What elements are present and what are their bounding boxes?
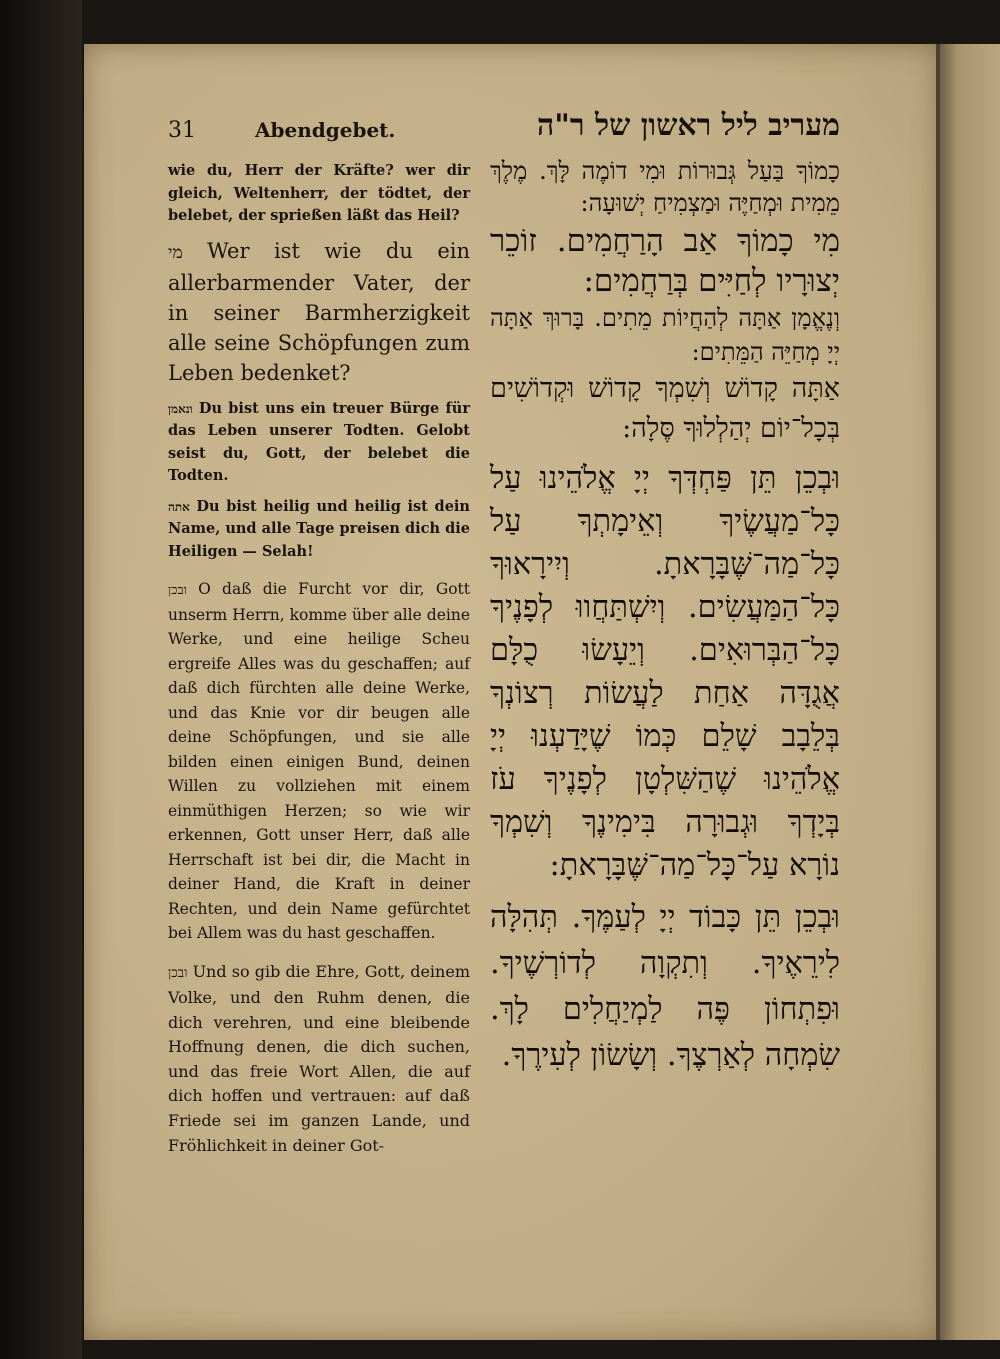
german-paragraph-1: wie du, Herr der Kräfte? wer dir gleich, Weltenherr, der tödtet, der belebet, der sprießen läßt das Heil? (168, 162, 470, 224)
hebrew-marker: ובכן (168, 582, 187, 597)
german-paragraph-2 (168, 236, 470, 388)
facing-page-edge (940, 44, 1000, 1340)
hebrew-paragraph-5: וּבְכֵן תֵּן פַּחְדְּךָ יְיָ אֱלֹהֵינוּ עַל כָּל־מַעֲשֶׂיךָ וְאֵימָתְךָ עַל כָּל־מַה־שֶּׁבָּרָאתָ. וְיִירָאוּךָ כָּל־הַמַּעֲשִׂים. וְיִשְׁתַּחֲווּ לְפָנֶיךָ כָּל־הַבְּרוּאִים. וְיֵעָשׂוּ כֻלָּם אֲגֻדָּה אַחַת לַעֲשׂוֹת רְצוֹנְךָ בְּלֵבָב שָׁלֵם כְּמוֹ שֶׁיָּדַעְנוּ יְיָ אֱלֹהֵינוּ שֶׁהַשִּׁלְטָן לְפָנֶיךָ עֹז בְּיָדְךָ וּגְבוּרָה בִּימִינֶךָ וְשִׁמְךָ נוֹרָא עַל־כָּל־מַה־שֶּׁבָּרָאתָ: (490, 461, 840, 883)
hebrew-paragraph-4: אַתָּה קָדוֹשׁ וְשִׁמְךָ קָדוֹשׁ וּקְדוֹשִׁים בְּכָל־יוֹם יְהַלְלוּךָ סֶּלָה: (490, 373, 840, 444)
page-number: 31 (168, 118, 196, 143)
german-paragraph-4-text: Du bist heilig und heilig ist dein Name, und alle Tage preisen dich die Heiligen — Selah! (168, 497, 470, 560)
german-paragraph-3-text: Du bist uns ein treuer Bürge für das Leben unserer Todten. Gelobt seist du, Gott, der belebet die Todten. (168, 399, 470, 484)
german-paragraph-5-text: O daß die Furcht vor dir, Gott unserm Herrn, komme über alle deine Werke, und eine heilige Scheu ergreife Alles was du geschaffen; auf daß dich fürchten alle deine Werke, und das Knie vor dir beugen alle deine Schöpfungen, und sie alle bilden einen einigen Bund, deinen Willen zu vollziehen mit einem einmüthigen Herzen; so wie wir erkennen, Gott unser Herr, daß alle Herrschaft ist bei dir, die Macht in deiner Hand, die Kraft in deiner Rechten, und dein Name gefürchtet bei Allem was du hast geschaffen. (168, 580, 470, 942)
german-column (168, 160, 470, 1158)
hebrew-paragraph-2: מִי כָמוֹךָ אַב הָרַחֲמִים. זוֹכֵר יְצוּרָיו לְחַיִּים בְּרַחֲמִים: (490, 223, 840, 299)
german-paragraph-4 (168, 496, 470, 564)
hebrew-marker: ונאמן (168, 401, 193, 416)
hebrew-marker: מי (168, 242, 183, 263)
german-running-title: Abendgebet. (255, 118, 396, 142)
book-binding (0, 0, 82, 1359)
hebrew-marker: ובכן (168, 965, 188, 981)
hebrew-running-title: מעריב ליל ראשון של ר"ה (537, 108, 840, 143)
hebrew-column (490, 155, 840, 1079)
hebrew-paragraph-1: כָמוֹךָ בַּעַל גְּבוּרוֹת וּמִי דוֹמֶה לָּךְ. מֶלֶךְ מֵמִית וּמְחַיֶּה וּמַצְמִיחַ יְשׁוּעָה: (490, 157, 840, 217)
german-paragraph-6-text: Und so gib die Ehre, Gott, deinem Volke, und den Ruhm denen, die dich verehren, und eine bleibende Hoffnung denen, die dich suchen, und das freie Wort Allen, die auf dich hoffen und vertrauen: auf daß Friede sei im ganzen Lande, und Fröhlichkeit in deiner Got- (168, 961, 470, 1155)
hebrew-paragraph-3: וְנֶאֱמָן אַתָּה לְהַחֲיוֹת מֵתִים. בָּרוּךְ אַתָּה יְיָ מְחַיֵּה הַמֵּתִים: (490, 304, 840, 366)
hebrew-paragraph-6: וּבְכֵן תֵּן כָּבוֹד יְיָ לְעַמֶּךָ. תְּהִלָּה לִירֵאֶיךָ. וְתִקְוָה לְדוֹרְשֶׁיךָ. וּפִתְחוֹן פֶּה לַמְיַחֲלִים לָךְ. שִׂמְחָה לְאַרְצֶךָ. וְשָׂשׂוֹן לְעִירֶךָ. (490, 900, 840, 1073)
german-paragraph-6 (168, 960, 470, 1159)
german-paragraph-5 (168, 577, 470, 946)
german-paragraph-3 (168, 398, 470, 488)
hebrew-marker: אתה (168, 499, 190, 514)
german-paragraph-2-text: Wer ist wie du ein allerbarmender Vater, der in seiner Barmherzigkeit alle seine Schöpfungen zum Leben bedenket? (168, 238, 470, 385)
